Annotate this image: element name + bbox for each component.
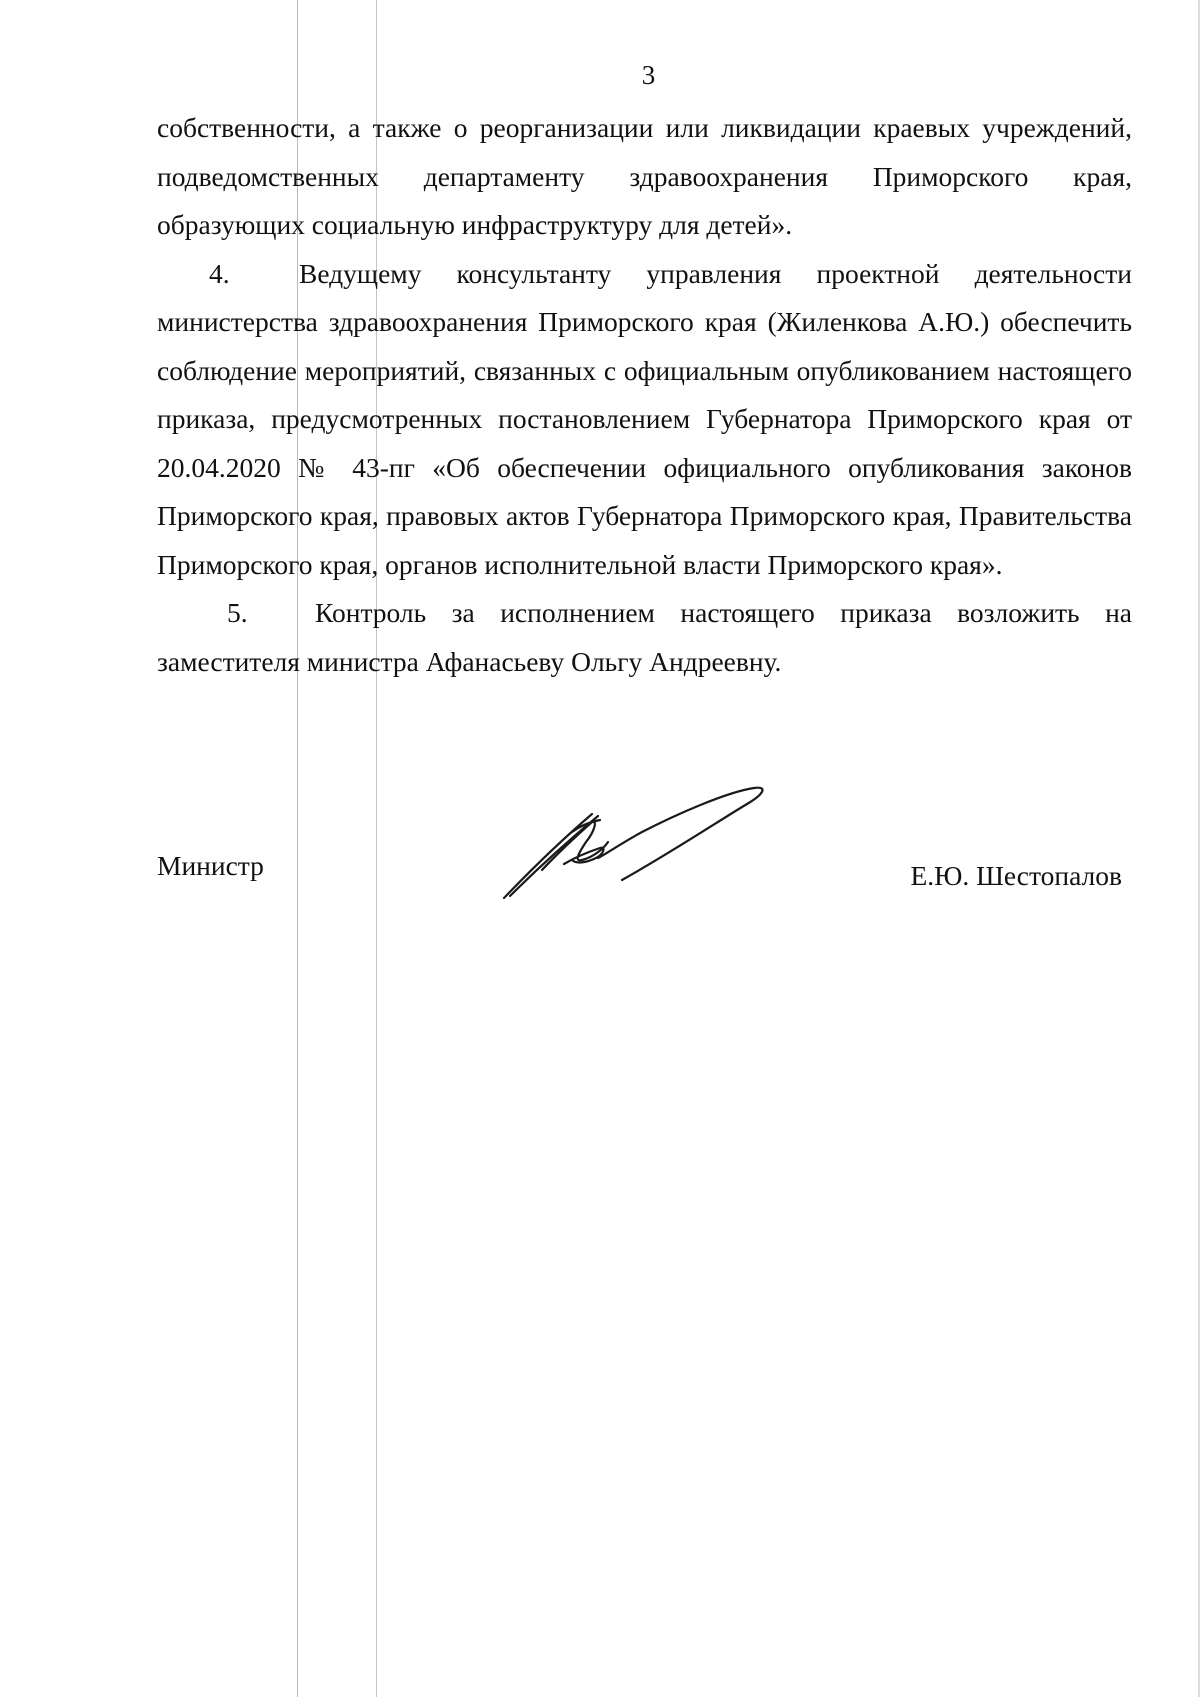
document-body <box>157 104 1132 686</box>
signature-block <box>157 840 1132 940</box>
list-item-number: 5. <box>227 597 248 628</box>
list-item-text: Контроль за исполнением настоящего приказа возложить на заместителя министра Афанасьеву Ольгу Андреевну. <box>157 597 1132 677</box>
list-item-5 <box>157 589 1132 686</box>
handwritten-signature <box>502 762 782 902</box>
signatory-role: Министр <box>157 850 264 881</box>
page-number: 3 <box>641 60 656 90</box>
paragraph-continuation: собственности, а также о реорганизации или ликвидации краевых учреждений, подведомственных департаменту здравоохранения Приморского края, образующих социальную инфраструктуру для детей». <box>157 112 1132 240</box>
list-item-text: Ведущему консультанту управления проектной деятельности министерства здравоохранения Приморского края (Жиленкова А.Ю.) обеспечить соблюдение мероприятий, связанных с официальным опубликованием настоящего приказа, предусмотренных постановлением Губернатора Приморского края от 20.04.2020 № 43-пг «Об обеспечении официального опубликования законов Приморского края, правовых актов Губернатора Приморского края, Правительства Приморского края, органов исполнительной власти Приморского края». <box>157 257 1132 580</box>
list-item-number: 4. <box>209 257 230 289</box>
signatory-name: Е.Ю. Шестопалов <box>910 860 1122 891</box>
list-item-4 <box>157 250 1132 590</box>
